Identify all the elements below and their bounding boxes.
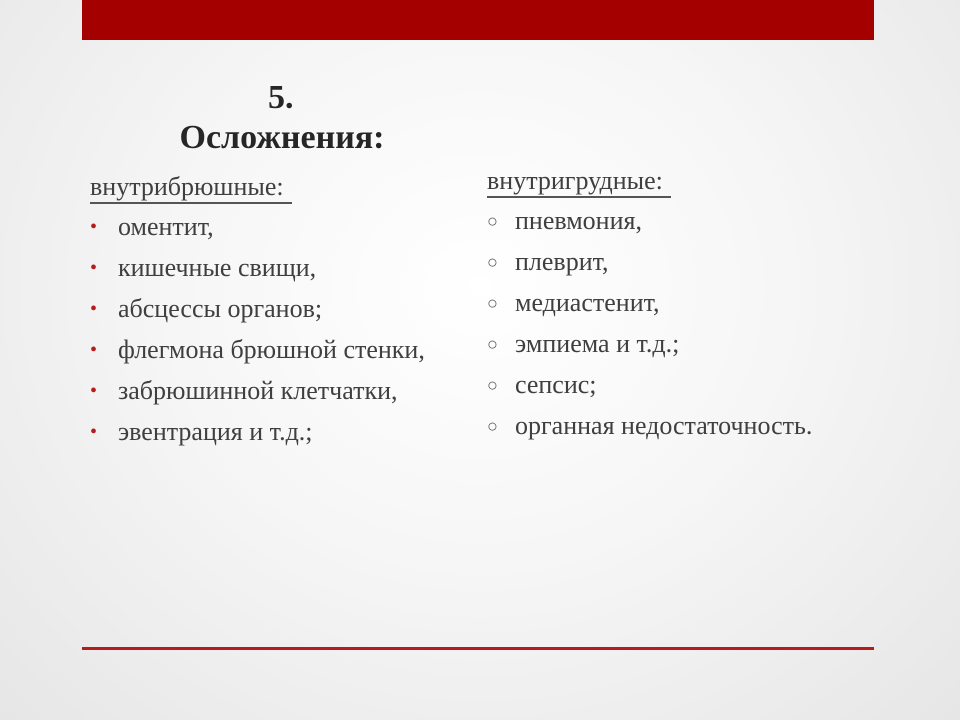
list-item: ○ сепсис; (487, 368, 887, 402)
list-item: ○ плеврит, (487, 245, 887, 279)
list-item: ○ медиастенит, (487, 286, 887, 320)
title-number: 5. (268, 79, 294, 116)
left-column-heading: внутрибрюшные: (90, 172, 292, 204)
list-item: ○ эмпиема и т.д.; (487, 327, 887, 361)
left-column (90, 170, 480, 456)
slide-title (162, 78, 402, 158)
right-bullet-list (487, 204, 887, 443)
bottom-divider (82, 647, 874, 650)
list-item: • абсцессы органов; (90, 292, 480, 326)
list-item: • флегмона брюшной стенки, (90, 333, 480, 367)
top-accent-bar (82, 0, 874, 40)
right-column (487, 164, 887, 450)
left-bullet-list (90, 210, 480, 449)
list-item: ○ пневмония, (487, 204, 887, 238)
list-item: • эвентрация и т.д.; (90, 415, 480, 449)
list-item: • забрюшинной клетчатки, (90, 374, 480, 408)
title-text: Осложнения: (179, 119, 385, 156)
right-column-heading: внутригрудные: (487, 166, 671, 198)
list-item: • оментит, (90, 210, 480, 244)
list-item: • кишечные свищи, (90, 251, 480, 285)
list-item: ○ органная недостаточность. (487, 409, 887, 443)
